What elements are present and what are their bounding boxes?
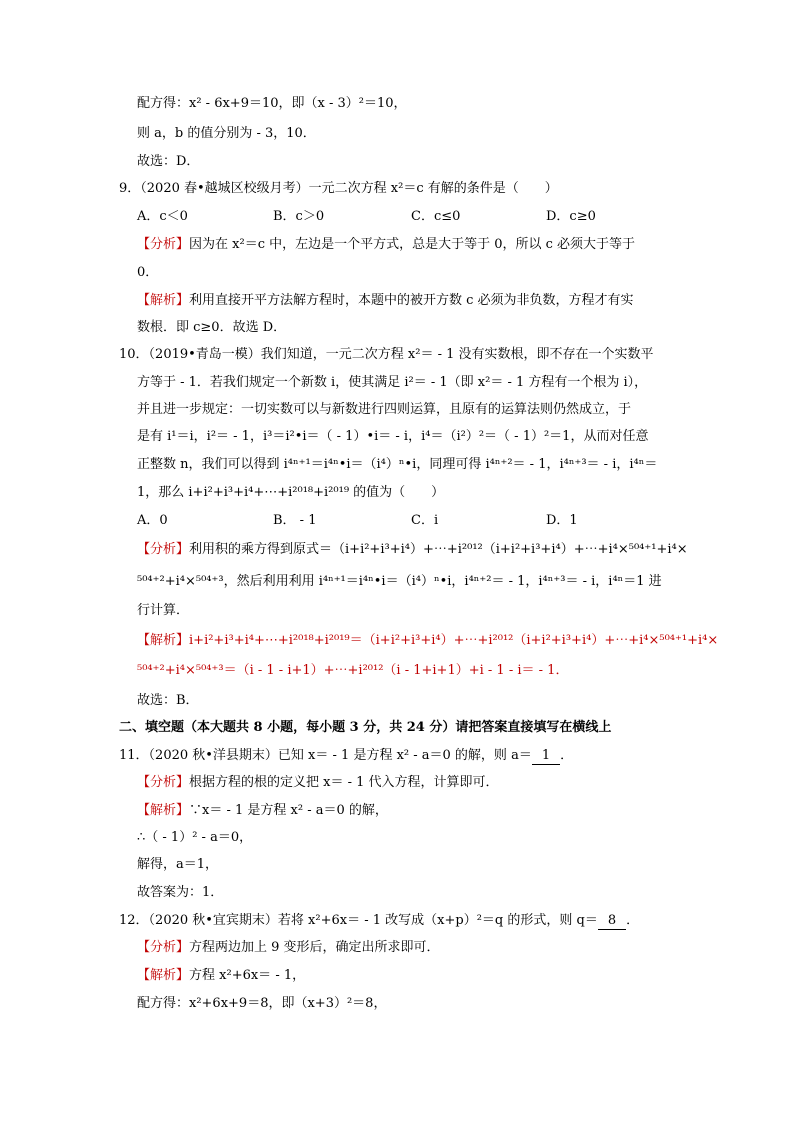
analysis-text: 方程两边加上 9 变形后，确定出所求即可． (189, 940, 440, 955)
analysis-label: 【分析】 (137, 940, 190, 955)
question-12 (119, 913, 639, 930)
analysis-text: 利用积的乘方得到原式＝（i+i²+i³+i⁴）+⋯+i²⁰¹²（i+i²+i³+i⁴）+⋯+i⁴×⁵⁰⁴⁺¹+i⁴× (189, 542, 688, 557)
solution-line: 配方得：x²+6x+9＝8，即（x+3）²＝8， (137, 996, 387, 1011)
option-d: D．1 (546, 513, 578, 528)
question-9: 9．（2020 春•越城区校级月考）一元二次方程 x²＝c 有解的条件是（ ） (119, 181, 558, 196)
explanation-line (137, 293, 634, 309)
analysis-line (137, 237, 635, 253)
explanation-text: 利用直接开平方法解方程时，本题中的被开方数 c 必须为非负数，方程才有实 (189, 293, 634, 308)
analysis-label: 【分析】 (137, 775, 190, 790)
analysis-line: 行计算． (137, 603, 190, 618)
explanation-text: ∵x＝ - 1 是方程 x² - a＝0 的解， (189, 803, 388, 818)
analysis-line: ⁵⁰⁴⁺²+i⁴×⁵⁰⁴⁺³，然后利用利用 i⁴ⁿ⁺¹＝i⁴ⁿ•i＝（i⁴）ⁿ•i，i⁴ⁿ⁺²＝ - 1，i⁴ⁿ⁺³＝ - i，i⁴ⁿ＝1 进 (137, 574, 662, 589)
question-text: 12．（2020 秋•宜宾期末）若将 x²+6x＝ - 1 改写成（x+p）²＝q 的形式，则 q＝ (119, 913, 598, 928)
analysis-line: 0． (137, 265, 159, 280)
question-text-end: ． (626, 913, 640, 928)
option-c: C．i (411, 513, 439, 528)
analysis-label: 【分析】 (137, 542, 190, 557)
explanation-text: i+i²+i³+i⁴+⋯+i²⁰¹⁸+i²⁰¹⁹＝（i+i²+i³+i⁴）+⋯+i²⁰¹²（i+i²+i³+i⁴）+⋯+i⁴×⁵⁰⁴⁺¹+i⁴× (189, 633, 719, 648)
question-10-line: 正整数 n，我们可以得到 i⁴ⁿ⁺¹＝i⁴ⁿ•i＝（i⁴）ⁿ•i，同理可得 i⁴ⁿ⁺²＝ - 1，i⁴ⁿ⁺³＝ - i，i⁴ⁿ＝ (137, 457, 658, 472)
question-text-end: ． (560, 748, 574, 763)
analysis-line (137, 940, 440, 956)
solution-line: 解得，a＝1， (137, 857, 219, 872)
question-10-line: 并且进一步规定：一切实数可以与新数进行四则运算，且原有的运算法则仍然成立，于 (137, 402, 632, 417)
explanation-line (137, 968, 305, 984)
analysis-line (137, 775, 499, 791)
explanation-label: 【解析】 (137, 293, 190, 308)
option-a: A．c＜0 (137, 209, 188, 224)
answer-line: 故答案为：1． (137, 885, 224, 900)
explanation-line: ⁵⁰⁴⁺²+i⁴×⁵⁰⁴⁺³＝（i - 1 - i+1）+⋯+i²⁰¹²（i - 1+i+1）+i - 1 - i＝ - 1． (137, 663, 569, 678)
explanation-text: 方程 x²+6x＝ - 1， (189, 968, 306, 983)
analysis-text: 因为在 x²＝c 中，左边是一个平方式，总是大于等于 0，所以 c 必须大于等于 (189, 237, 636, 252)
question-10-line: 1，那么 i+i²+i³+i⁴+⋯+i²⁰¹⁸+i²⁰¹⁹ 的值为（ ） (137, 485, 445, 500)
explanation-label: 【解析】 (137, 633, 190, 648)
question-11 (119, 748, 573, 765)
option-b: B． - 1 (273, 513, 317, 528)
question-text: 11．（2020 秋•洋县期末）已知 x＝ - 1 是方程 x² - a＝0 的解，则 a＝ (119, 748, 532, 763)
explanation-label: 【解析】 (137, 968, 190, 983)
solution-line: 配方得：x² - 6x+9＝10，即（x - 3）²＝10， (137, 96, 407, 111)
answer-blank: 8 (598, 913, 626, 930)
explanation-label: 【解析】 (137, 803, 190, 818)
option-a: A．0 (137, 513, 168, 528)
answer-line: 故选：B． (137, 693, 199, 708)
analysis-label: 【分析】 (137, 237, 190, 252)
question-10-line: 是有 i¹＝i，i²＝ - 1，i³＝i²•i＝（ - 1）•i＝ - i，i⁴＝（i²）²＝（ - 1）²＝1，从而对任意 (137, 429, 649, 444)
question-10: 10．（2019•青岛一模）我们知道，一元二次方程 x²＝ - 1 没有实数根，即不存在一个实数平 (119, 347, 654, 362)
analysis-text: 根据方程的根的定义把 x＝ - 1 代入方程，计算即可． (189, 775, 499, 790)
question-10-line: 方等于 - 1．若我们规定一个新数 i，使其满足 i²＝ - 1（即 x²＝ - 1 方程有一个根为 i）， (137, 375, 648, 390)
section-heading: 二、填空题（本大题共 8 小题，每小题 3 分，共 24 分）请把答案直接填写在横线上 (119, 720, 612, 735)
solution-line: 则 a，b 的值分别为 - 3，10． (137, 126, 316, 141)
answer-blank: 1 (532, 748, 560, 765)
solution-line: ∴（ - 1）² - a＝0， (137, 830, 253, 845)
explanation-line (137, 803, 388, 819)
explanation-line: 数根．即 c≥0．故选 D． (137, 320, 287, 335)
answer-line: 故选：D． (137, 154, 200, 169)
explanation-line (137, 633, 718, 649)
option-b: B．c＞0 (273, 209, 325, 224)
analysis-line (137, 542, 688, 558)
option-d: D．c≥0 (546, 209, 596, 224)
option-c: C．c≤0 (411, 209, 461, 224)
